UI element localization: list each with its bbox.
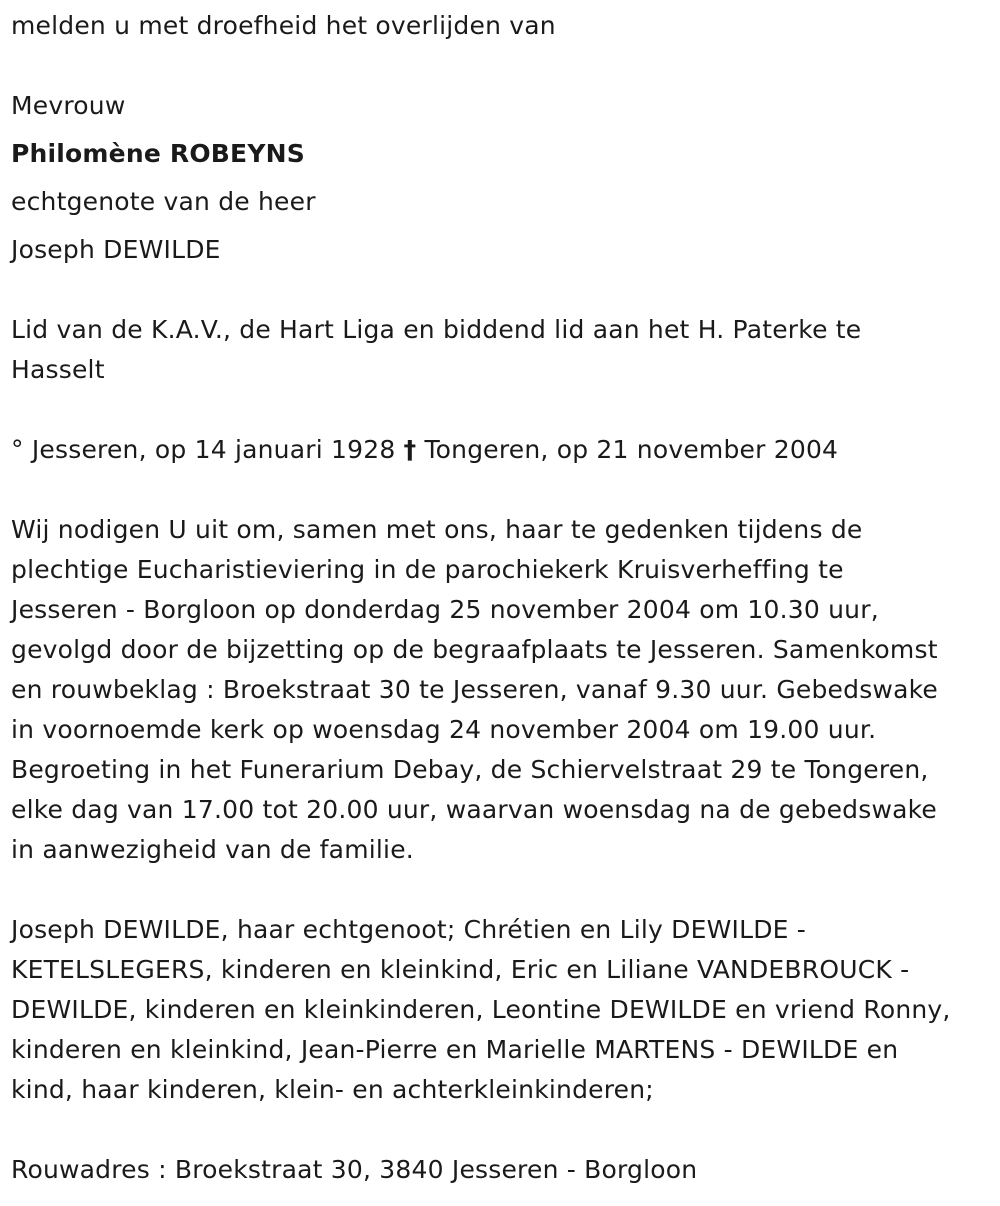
ceremony-line: en rouwbeklag : Broekstraat 30 te Jesseren, vanaf 9.30 uur. Gebedswake bbox=[11, 675, 938, 704]
deceased-name: Philomène ROBEYNS bbox=[11, 139, 305, 168]
ceremony-line: in voornoemde kerk op woensdag 24 november 2004 om 19.00 uur. bbox=[11, 715, 877, 744]
spouse-intro: echtgenote van de heer bbox=[11, 187, 316, 216]
ceremony-line: gevolgd door de bijzetting op de begraafplaats te Jesseren. Samenkomst bbox=[11, 635, 938, 664]
family-line: KETELSLEGERS, kinderen en kleinkind, Eric en Liliane VANDEBROUCK - bbox=[11, 955, 910, 984]
spouse-name: Joseph DEWILDE bbox=[11, 235, 221, 264]
family-line: Joseph DEWILDE, haar echtgenoot; Chrétien en Lily DEWILDE - bbox=[11, 915, 807, 944]
family-line: kinderen en kleinkind, Jean-Pierre en Marielle MARTENS - DEWILDE en bbox=[11, 1035, 899, 1064]
ceremony-line: plechtige Eucharistieviering in de parochiekerk Kruisverheffing te bbox=[11, 555, 844, 584]
ceremony-line: in aanwezigheid van de familie. bbox=[11, 835, 414, 864]
intro-text: melden u met droefheid het overlijden van bbox=[11, 11, 556, 40]
ceremony-line: Wij nodigen U uit om, samen met ons, haar te gedenken tijdens de bbox=[11, 515, 863, 544]
membership-paragraph bbox=[11, 310, 991, 390]
salutation: Mevrouw bbox=[11, 91, 126, 120]
birth-info: Jesseren, op 14 januari 1928 bbox=[31, 435, 396, 464]
ceremony-line: Begroeting in het Funerarium Debay, de Schiervelstraat 29 te Tongeren, bbox=[11, 755, 929, 784]
ceremony-line: elke dag van 17.00 tot 20.00 uur, waarvan woensdag na de gebedswake bbox=[11, 795, 937, 824]
family-line: DEWILDE, kinderen en kleinkinderen, Leontine DEWILDE en vriend Ronny, bbox=[11, 995, 951, 1024]
membership-line: Lid van de K.A.V., de Hart Liga en biddend lid aan het H. Paterke te bbox=[11, 315, 862, 344]
birth-death-line bbox=[11, 430, 838, 470]
family-paragraph bbox=[11, 910, 991, 1110]
death-info: Tongeren, op 21 november 2004 bbox=[424, 435, 839, 464]
birth-mark: ° bbox=[11, 435, 24, 464]
family-line: kind, haar kinderen, klein- en achterkleinkinderen; bbox=[11, 1075, 654, 1104]
cross-icon: † bbox=[403, 435, 417, 464]
ceremony-paragraph bbox=[11, 510, 991, 870]
ceremony-line: Jesseren - Borgloon op donderdag 25 november 2004 om 10.30 uur, bbox=[11, 595, 879, 624]
mourning-address: Rouwadres : Broekstraat 30, 3840 Jesseren - Borgloon bbox=[11, 1155, 698, 1184]
membership-line: Hasselt bbox=[11, 355, 105, 384]
